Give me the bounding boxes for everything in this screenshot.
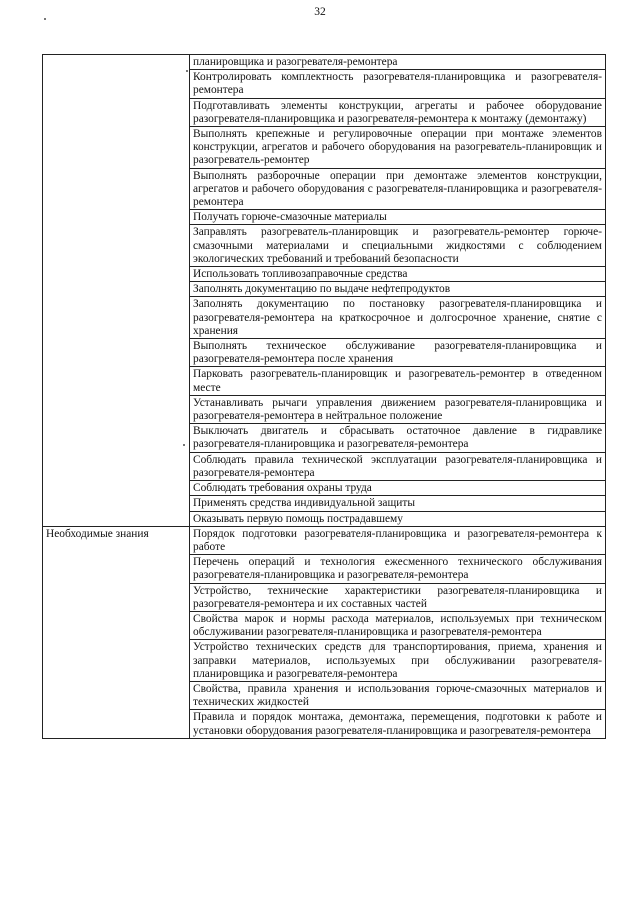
requirement-cell: Соблюдать правила технической эксплуатации разогревателя-планировщика и разогревателя-ремонтера [190,452,606,480]
requirement-cell: Применять средства индивидуальной защиты [190,496,606,511]
requirement-cell: Свойства марок и нормы расхода материалов, используемых при техническом обслуживании разогревателя-планировщика и разогревателя-ремонтера [190,611,606,639]
requirement-cell: Устанавливать рычаги управления движением разогревателя-планировщика и разогревателя-ремонтера в нейтральное положение [190,395,606,423]
requirement-cell: Заправлять разогреватель-планировщик и разогреватель-ремонтер горюче-смазочными материалами и специальными жидкостями с соблюдением экологических требований и требований безопасности [190,225,606,267]
requirement-cell: Выполнять разборочные операции при демонтаже элементов конструкции, агрегатов и рабочего оборудования с разогревателя-планировщика и разогревателя-ремонтера [190,168,606,210]
requirement-cell: Подготавливать элементы конструкции, агрегаты и рабочее оборудование разогревателя-планировщика и разогревателя-ремонтера к монтажу (демонтажу) [190,98,606,126]
requirement-cell: Заполнять документацию по постановку разогревателя-планировщика и разогревателя-ремонтера на краткосрочное и долгосрочное хранение, снятие с хранения [190,297,606,339]
requirement-cell: Правила и порядок монтажа, демонтажа, перемещения, подготовки к работе и установки оборудования разогревателя-планировщика и разогревателя-ремонтера [190,710,606,738]
scan-speck [44,18,46,20]
requirement-cell: Получать горюче-смазочные материалы [190,210,606,225]
requirement-cell: Выключать двигатель и сбрасывать остаточное давление в гидравлике разогревателя-планировщика и разогревателя-ремонтера [190,424,606,452]
requirement-cell: Выполнять крепежные и регулировочные операции при монтаже элементов конструкции, агрегатов и рабочего оборудования на разогреватель-планировщик и разогреватель-ремонтер [190,127,606,169]
requirement-cell: планировщика и разогревателя-ремонтера [190,55,606,70]
table-row [43,55,606,70]
requirement-cell: Перечень операций и технология ежесменного технического обслуживания разогревателя-планировщика и разогревателя-ремонтера [190,555,606,583]
requirement-cell: Свойства, правила хранения и использования горюче-смазочных материалов и технических жидкостей [190,681,606,709]
page-number: 32 [314,6,326,18]
requirement-cell: Порядок подготовки разогревателя-планировщика и разогревателя-ремонтера к работе [190,526,606,554]
requirement-cell: Оказывать первую помощь пострадавшему [190,511,606,526]
table-row [43,526,606,554]
requirement-cell: Устройство технических средств для транспортирования, приема, хранения и заправки материалов, используемых при обслуживании разогревателя-планировщика и разогревателя-ремонтера [190,640,606,682]
section-label [43,55,190,527]
requirement-cell: Контролировать комплектность разогревателя-планировщика и разогревателя-ремонтера [190,70,606,98]
requirement-cell: Использовать топливозаправочные средства [190,267,606,282]
requirement-cell: Парковать разогреватель-планировщик и разогреватель-ремонтер в отведенном месте [190,367,606,395]
requirement-cell: Устройство, технические характеристики разогревателя-планировщика и разогревателя-ремонтера и их составных частей [190,583,606,611]
requirement-cell: Соблюдать требования охраны труда [190,481,606,496]
section-label: Необходимые знания [43,526,190,738]
requirements-table [42,54,606,739]
requirement-cell: Выполнять техническое обслуживание разогревателя-планировщика и разогревателя-ремонтера после хранения [190,339,606,367]
requirement-cell: Заполнять документацию по выдаче нефтепродуктов [190,282,606,297]
